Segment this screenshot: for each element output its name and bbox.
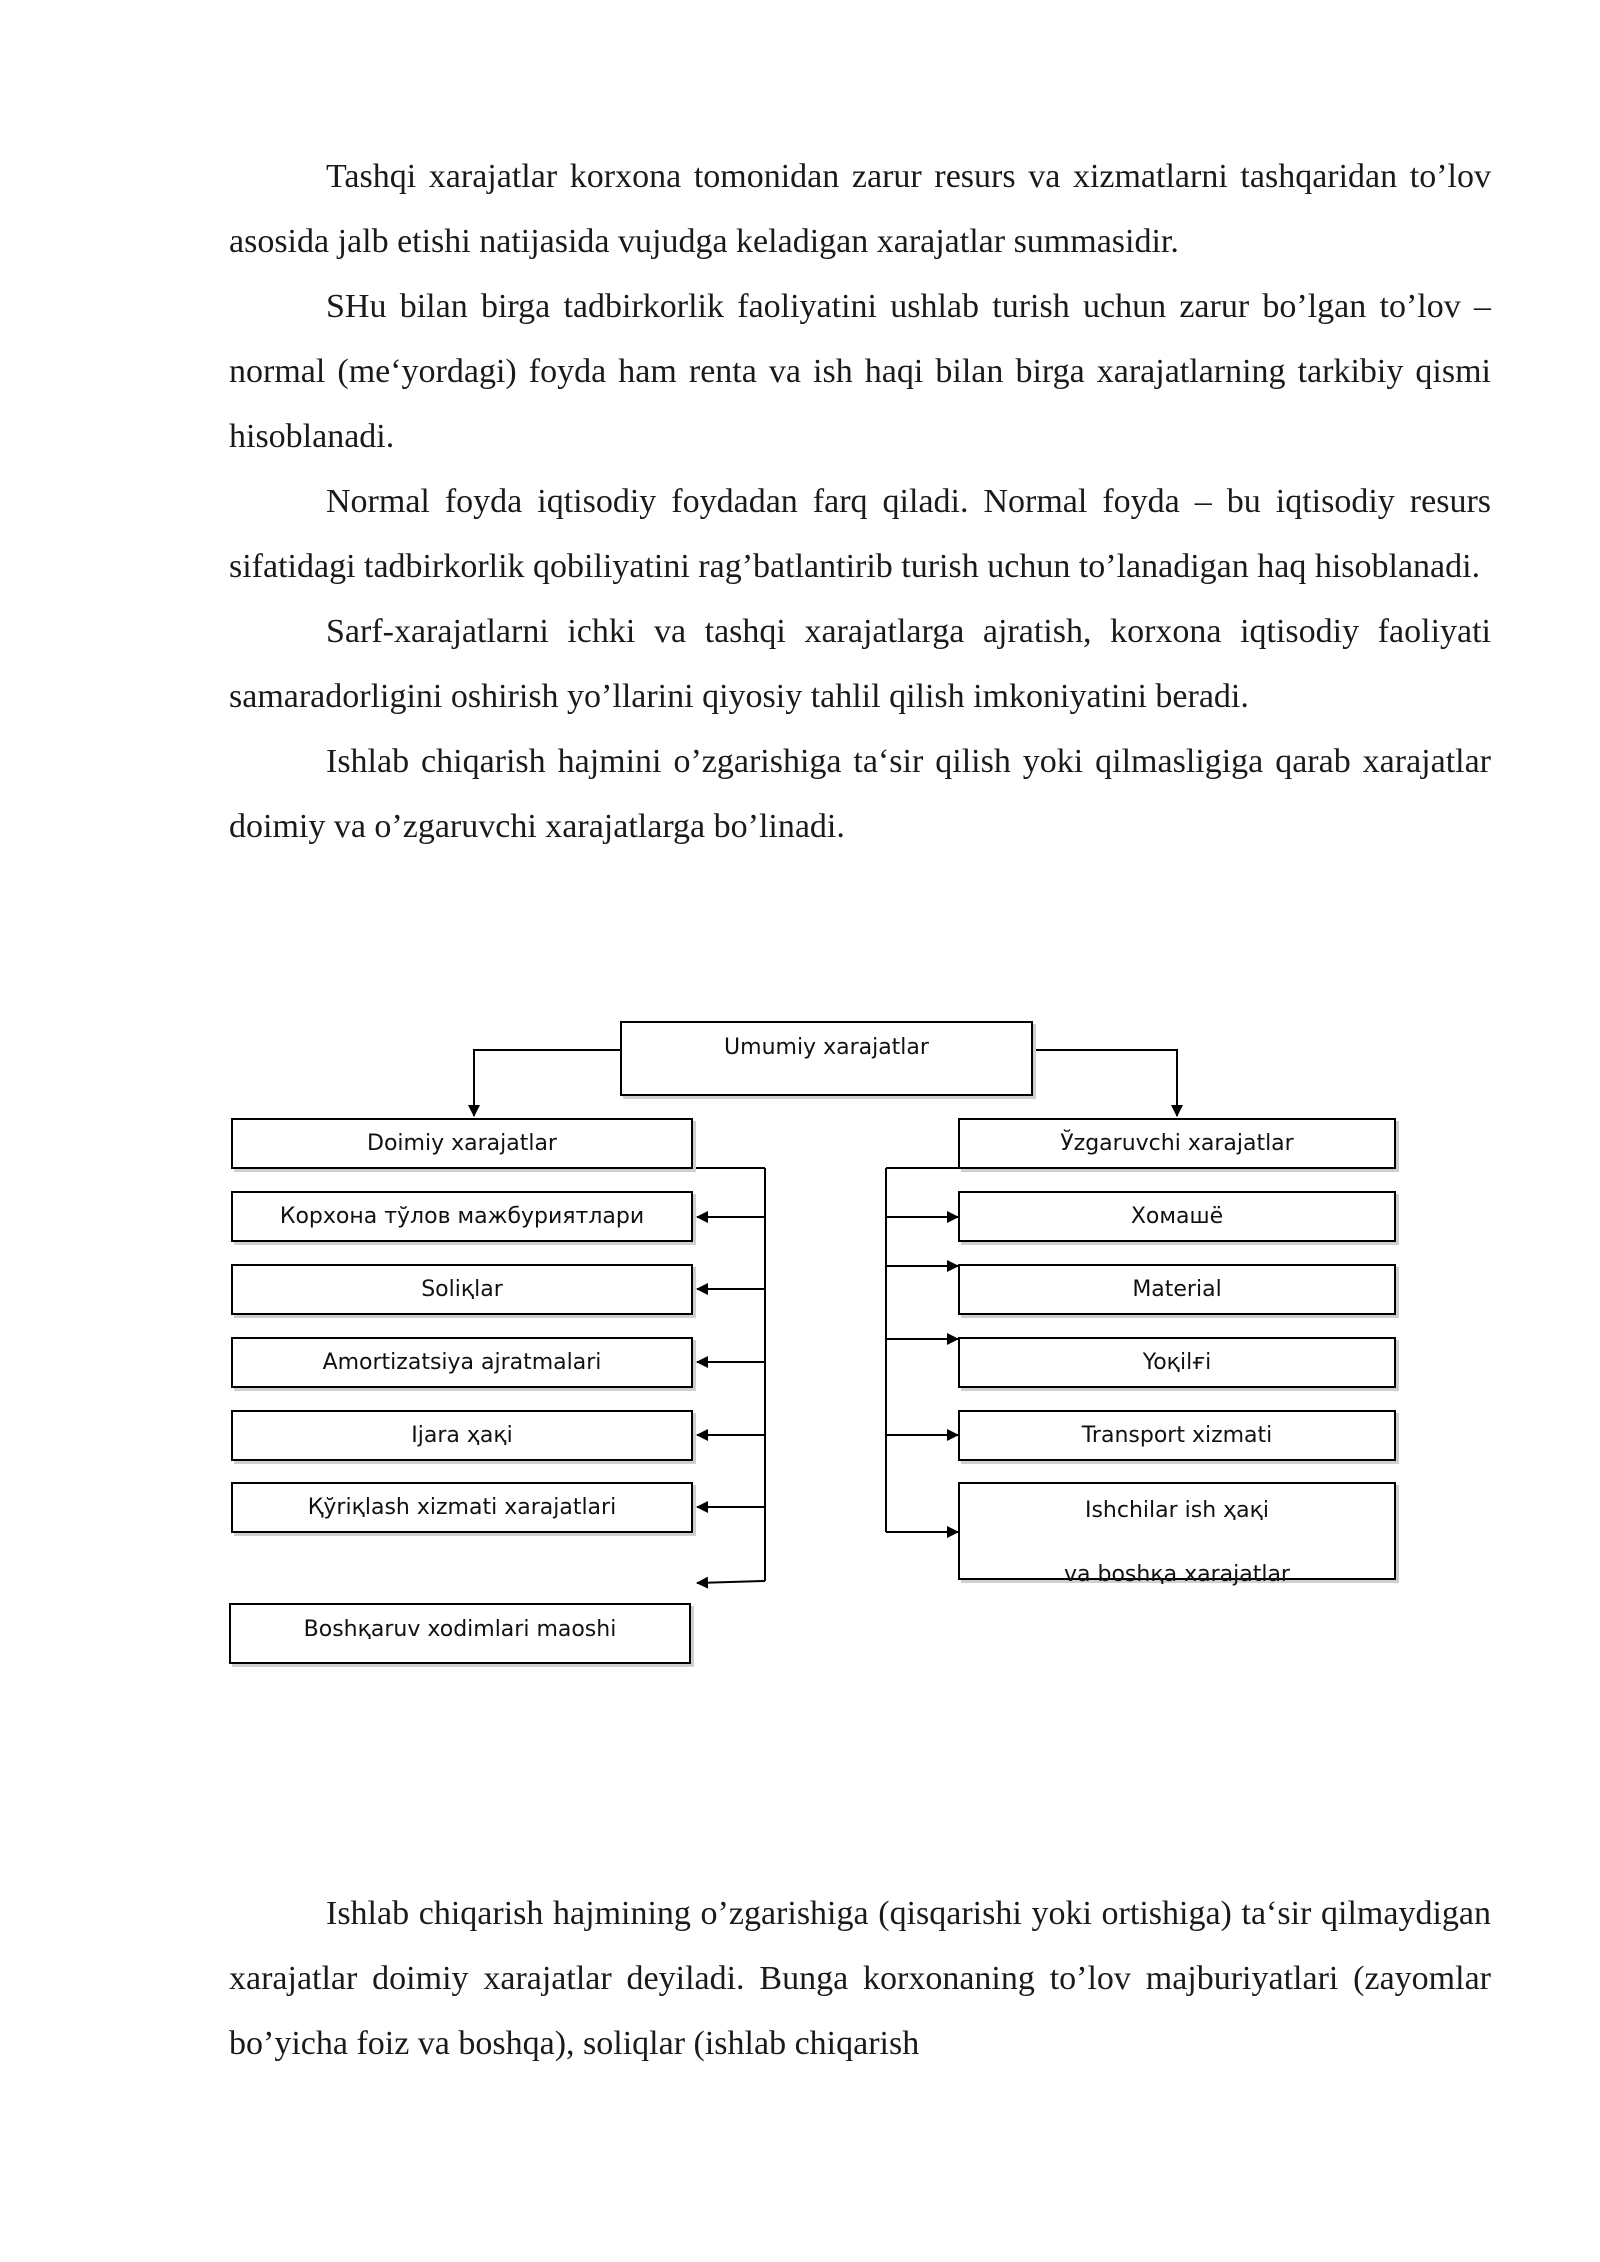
root-box: Umumiy xarajatlar (620, 1021, 1033, 1096)
paragraph: Ishlab chiqarish hajmining o’zgarishiga (qisqarishi yoki ortishiga) ta‘sir qilmaydigan xarajatlar doimiy xarajatlar deyiladi. Bunga korxonaning to’lov majburiyatlari (zayomlar bo’yicha foiz va boshqa), soliqlar (ishlab chiqarish (229, 1895, 1491, 2062)
connector-root-left (474, 1050, 622, 1116)
right-last-line: Ishchilar ish ҳaқi (1084, 1498, 1270, 1523)
right-item-box: Material (958, 1264, 1396, 1315)
right-item-box: Yoқilғi (958, 1337, 1396, 1388)
connector-root-right (1032, 1050, 1177, 1116)
left-item-box: Корхона тўлов мажбуриятлари (231, 1191, 693, 1242)
left-item-box: Soliқlar (231, 1264, 693, 1315)
paragraph: Sarf-xarajatlarni ichki va tashqi xarajatlarga ajratish, korxona iqtisodiy faoliyati samaradorligini oshirish yo’llarini qiyosiy tahlil qilish imkoniyatini beradi. (229, 613, 1491, 715)
paragraph: Normal foyda iqtisodiy foydadan farq qiladi. Normal foyda – bu iqtisodiy resurs sifatidagi tadbirkorlik qobiliyatini rag’batlantirib turish uchun to’lanadigan haq hisoblanadi. (229, 483, 1491, 585)
right-item-box: Transport xizmati (958, 1410, 1396, 1461)
left-item-box: Қўriқlash xizmati xarajatlari (231, 1482, 693, 1533)
paragraph: SHu bilan birga tadbirkorlik faoliyatini ushlab turish uchun zarur bo’lgan to’lov – normal (me‘yordagi) foyda ham renta va ish haqi bilan birga xarajatlarning tarkibiy qismi hisoblanadi. (229, 288, 1491, 455)
left-item-box: Ijara ҳaқi (231, 1410, 693, 1461)
right-header-box: Ўzgaruvchi xarajatlar (958, 1118, 1396, 1169)
left-item-box: Boshқaruv xodimlari maoshi (229, 1603, 691, 1664)
left-item-box: Amortizatsiya ajratmalari (231, 1337, 693, 1388)
paragraph: Tashqi xarajatlar korxona tomonidan zarur resurs va xizmatlarni tashqaridan to’lov asosida jalb etishi natijasida vujudga keladigan xarajatlar summasidir. (229, 158, 1491, 260)
right-item-box: Хомашё (958, 1191, 1396, 1242)
left-header-box: Doimiy xarajatlar (231, 1118, 693, 1169)
paragraph: Ishlab chiqarish hajmini o’zgarishiga ta‘sir qilish yoki qilmasligiga qarab xarajatlar doimiy va o’zgaruvchi xarajatlarga bo’linadi. (229, 743, 1491, 845)
right-item-box-last (958, 1482, 1396, 1587)
right-last-line: va boshқa xarajatlar (1064, 1562, 1290, 1587)
text-block-bottom (229, 1881, 1491, 2076)
